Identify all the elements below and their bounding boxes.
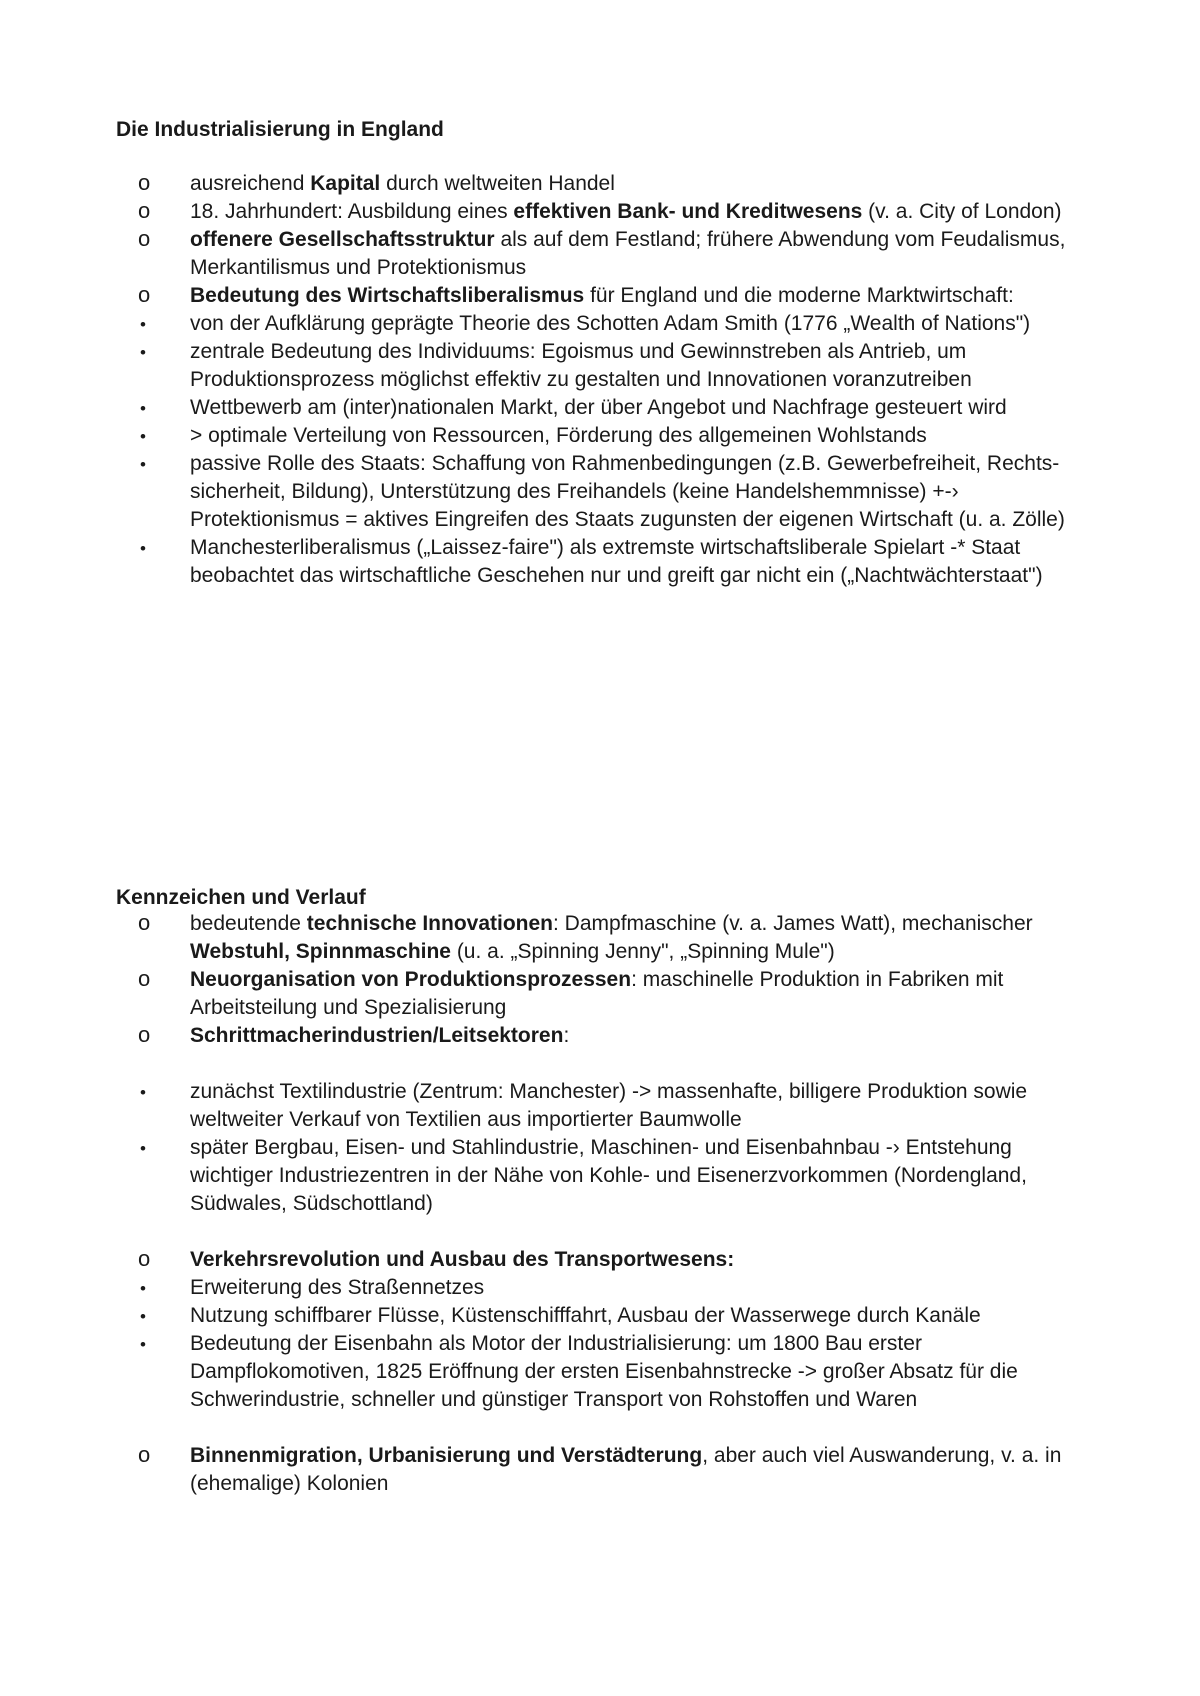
bold-text: Neuorganisation von Produktionsprozessen	[190, 968, 632, 991]
circle-bullet-icon: o	[138, 1246, 151, 1271]
bullet-icon: •	[140, 399, 146, 418]
item-text: als auf dem Festland; frühere Abwendung vom Feudalismus, Merkantilismus und Protektionismus	[190, 228, 1066, 279]
item-text: 18. Jahrhundert: Ausbildung eines	[190, 200, 514, 223]
item-text: zentrale Bedeutung des Individuums: Egoismus und Gewinnstreben als Antrieb, um Produktionsprozess möglichst effektiv zu gestalten und Innovationen voranzutreiben	[190, 340, 972, 391]
list-item	[0, 1078, 1090, 1134]
item-text: , aber auch viel Auswanderung, v. a. in (ehemalige) Kolonien	[190, 1444, 1062, 1495]
item-text: ausreichend	[190, 172, 311, 195]
item-text: bedeutende	[190, 912, 307, 935]
circle-bullet-icon: o	[138, 910, 151, 935]
item-text: später Bergbau, Eisen- und Stahlindustrie, Maschinen- und Eisenbahnbau -› Entstehung wichtiger Industriezentren in der Nähe von Kohle- und Eisenerzvorkommen (Nordengland, Südwales, Südschottland)	[190, 1136, 1027, 1215]
list-item	[0, 310, 1090, 338]
item-text: Wettbewerb am (inter)nationalen Markt, der über Angebot und Nachfrage gesteuert wird	[190, 396, 1007, 419]
item-text: zunächst Textilindustrie (Zentrum: Manchester) -> massenhafte, billigere Produktion sowie weltweiter Verkauf von Textilien aus importierter Baumwolle	[190, 1080, 1028, 1131]
bold-text: Webstuhl, Spinnmaschine	[190, 940, 451, 963]
list-item	[0, 450, 1090, 534]
item-text: :	[563, 1024, 570, 1047]
bullet-icon: •	[140, 343, 146, 362]
bullet-icon: •	[140, 1083, 146, 1102]
bullet-icon: •	[140, 1307, 146, 1326]
bullet-icon: •	[140, 1279, 146, 1298]
item-text: Manchesterliberalismus („Laissez-faire") als extremste wirtschaftsliberale Spielart -* Staat beobachtet das wirtschaftliche Geschehen nur und greift gar nicht ein („Nachtwächterstaat")	[190, 536, 1043, 587]
bullet-icon: •	[140, 1335, 146, 1354]
bold-text: Bedeutung des Wirtschaftsliberalismus	[190, 284, 585, 307]
circle-bullet-icon: o	[138, 198, 151, 223]
list-item	[0, 338, 1090, 394]
circle-bullet-icon: o	[138, 282, 151, 307]
section-list-industrialisierung	[0, 170, 1090, 590]
list-spacer	[0, 1050, 1090, 1078]
circle-bullet-icon: o	[138, 1442, 151, 1467]
list-item	[0, 226, 1090, 282]
section-heading-kennzeichen: Kennzeichen und Verlauf	[116, 886, 366, 909]
item-text: : maschinelle Produktion in Fabriken mit Arbeitsteilung und Spezialisierung	[190, 968, 1004, 1019]
item-text: durch weltweiten Handel	[380, 172, 615, 195]
list-spacer	[0, 1414, 1090, 1442]
item-text: (u. a. „Spinning Jenny", „Spinning Mule")	[450, 940, 835, 963]
list-item	[0, 1330, 1090, 1414]
list-item	[0, 966, 1090, 1022]
bullet-icon: •	[140, 539, 146, 558]
item-text: passive Rolle des Staats: Schaffung von Rahmenbedingungen (z.B. Gewerbefreiheit, Rechts-sicherheit, Bildung), Unterstützung des Freihandels (keine Handelshemmnisse) +-› Protektionismus = aktives Eingreifen des Staats zugunsten der eigenen Wirtschaft (u. a. Zölle)	[190, 452, 1065, 531]
list-item	[0, 534, 1090, 590]
item-text: von der Aufklärung geprägte Theorie des Schotten Adam Smith (1776 „Wealth of Nations")	[190, 312, 1031, 335]
section-list-kennzeichen	[0, 910, 1090, 1498]
list-item	[0, 910, 1090, 966]
circle-bullet-icon: o	[138, 226, 151, 251]
circle-bullet-icon: o	[138, 1022, 151, 1047]
bullet-icon: •	[140, 315, 146, 334]
list-item	[0, 1246, 1090, 1274]
circle-bullet-icon: o	[138, 170, 151, 195]
bullet-icon: •	[140, 455, 146, 474]
bold-text: Kapital	[310, 172, 381, 195]
item-text: : Dampfmaschine (v. a. James Watt), mechanischer	[553, 912, 1033, 935]
list-item	[0, 1022, 1090, 1050]
bold-text: Verkehrsrevolution und Ausbau des Transportwesens:	[190, 1248, 735, 1271]
bold-text: effektiven Bank- und Kreditwesens	[513, 200, 863, 223]
list-item	[0, 394, 1090, 422]
list-item	[0, 1442, 1090, 1498]
list-item	[0, 1134, 1090, 1218]
bold-text: Binnenmigration, Urbanisierung und Verstädterung	[190, 1444, 703, 1467]
item-text: Bedeutung der Eisenbahn als Motor der Industrialisierung: um 1800 Bau erster Dampflokomotiven, 1825 Eröffnung der ersten Eisenbahnstrecke -> großer Absatz für die Schwerindustrie, schneller und günstiger Transport von Rohstoffen und Waren	[190, 1332, 1018, 1411]
list-item	[0, 1274, 1090, 1302]
item-text: für England und die moderne Marktwirtschaft:	[584, 284, 1014, 307]
bold-text: Schrittmacherindustrien/Leitsektoren	[190, 1024, 564, 1047]
item-text: > optimale Verteilung von Ressourcen, Förderung des allgemeinen Wohlstands	[190, 424, 927, 447]
circle-bullet-icon: o	[138, 966, 151, 991]
list-item	[0, 198, 1090, 226]
list-spacer	[0, 1218, 1090, 1246]
list-item	[0, 170, 1090, 198]
item-text: (v. a. City of London)	[862, 200, 1062, 223]
item-text: Nutzung schiffbarer Flüsse, Küstenschifffahrt, Ausbau der Wasserwege durch Kanäle	[190, 1304, 981, 1327]
section-heading-industrialisierung: Die Industrialisierung in England	[116, 118, 444, 141]
list-item	[0, 1302, 1090, 1330]
item-text: Erweiterung des Straßennetzes	[190, 1276, 485, 1299]
bold-text: offenere Gesellschaftsstruktur	[190, 228, 495, 251]
list-item	[0, 422, 1090, 450]
bullet-icon: •	[140, 427, 146, 446]
bullet-icon: •	[140, 1139, 146, 1158]
list-item	[0, 282, 1090, 310]
bold-text: technische Innovationen	[306, 912, 554, 935]
